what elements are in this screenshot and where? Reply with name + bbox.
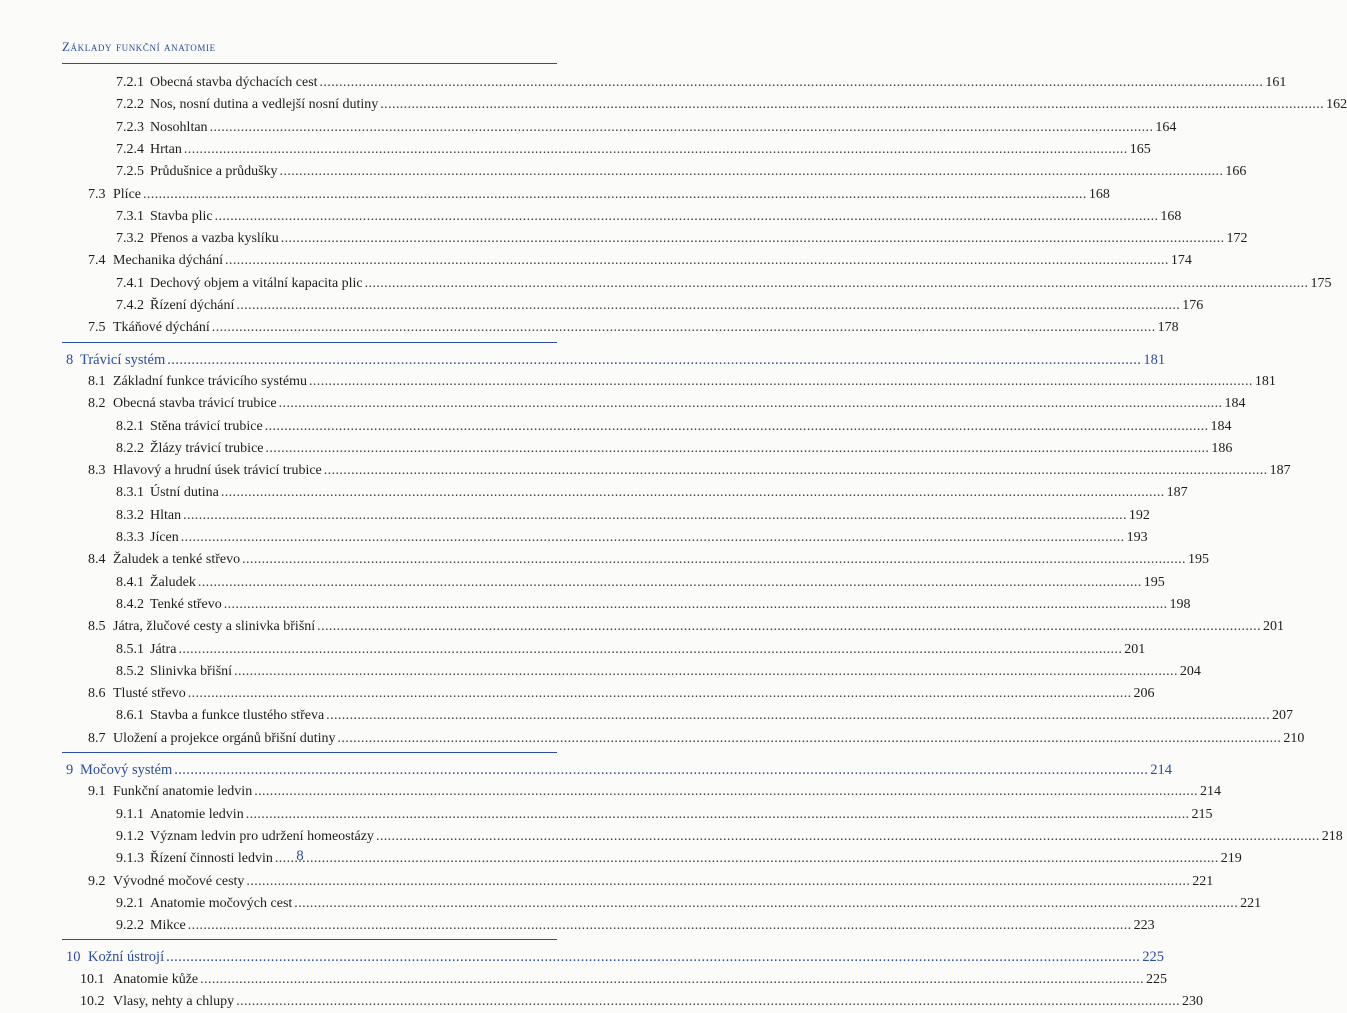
toc-entry-line: [113, 371, 1276, 393]
toc-entry-page: 176: [1182, 298, 1204, 313]
toc-entry-line: [150, 482, 1188, 504]
dot-leader: [376, 826, 1320, 848]
toc-entry-title: Vlasy, nehty a chlupy: [113, 994, 235, 1009]
dot-leader: [188, 915, 1132, 937]
toc-entry-line: [113, 460, 1291, 482]
dot-leader: [309, 371, 1253, 393]
dot-leader: [326, 705, 1270, 727]
dot-leader: [320, 72, 1264, 94]
running-header: [62, 39, 557, 64]
toc-entry-number: 9.1.3: [116, 851, 144, 867]
toc-entry-line: [150, 228, 1248, 250]
toc-row[interactable]: [0, 94, 1347, 116]
toc-entry-title: Tkáňové dýchání: [113, 320, 210, 336]
toc-entry-line: [150, 572, 1165, 594]
toc-row[interactable]: [0, 969, 1167, 991]
toc-entry-title: Močový systém: [80, 762, 173, 778]
page-number: 8: [296, 848, 304, 864]
toc-entry-page: 181: [1254, 373, 1276, 389]
toc-entry-page: 192: [1128, 507, 1150, 523]
toc-entry-line: [80, 349, 1166, 371]
toc-entry-title: Hlavový a hrudní úsek trávicí trubice: [113, 463, 322, 479]
toc-row[interactable]: [0, 72, 1287, 94]
toc-entry-title: Žaludek a tenké střevo: [113, 552, 241, 568]
toc-entry-title: Přenos a vazba kyslíku: [150, 231, 279, 247]
toc-entry-page: 161: [1265, 75, 1287, 90]
toc-entry-line: [88, 946, 1164, 968]
toc-entry-number: 9.1.2: [116, 828, 144, 844]
toc-entry-line: [113, 184, 1110, 206]
toc-entry-line: [150, 893, 1262, 915]
toc-entry-number: 8.6: [88, 686, 106, 702]
toc-entry-number: 7.4.1: [116, 275, 144, 291]
toc-entry-title: Význam ledvin pro udržení homeostázy: [150, 828, 374, 844]
toc-row[interactable]: [0, 460, 1291, 482]
toc-entry-number: 7.3.2: [116, 231, 144, 247]
toc-entry-line: [150, 117, 1177, 139]
toc-entry-title: Mechanika dýchání: [113, 253, 224, 269]
toc-entry-title: Kožní ústrojí: [88, 949, 165, 966]
toc-row[interactable]: [0, 317, 1179, 339]
dot-leader: [234, 661, 1178, 683]
toc-row[interactable]: [0, 639, 1146, 661]
toc-row[interactable]: [0, 139, 1151, 161]
toc-row[interactable]: [0, 705, 1293, 727]
toc-row[interactable]: [0, 893, 1262, 915]
toc-row[interactable]: [0, 438, 1233, 460]
toc-entry-line: [113, 781, 1222, 803]
toc-entry-page: 218: [1321, 828, 1343, 844]
toc-entry-line: [150, 594, 1191, 616]
dot-leader: [280, 161, 1224, 183]
toc-row[interactable]: [0, 683, 1155, 705]
toc-entry-number: 7.5: [88, 320, 106, 336]
toc-entry-page: 164: [1155, 119, 1177, 135]
toc-row[interactable]: [0, 728, 1305, 750]
dot-leader: [181, 527, 1125, 549]
toc-row[interactable]: [0, 527, 1148, 549]
toc-entry-number: 7.2.5: [116, 164, 144, 180]
toc-entry-title: Dechový objem a vitální kapacita plic: [150, 275, 363, 291]
toc-entry-page: 214: [1150, 762, 1173, 778]
toc-entry-page: 165: [1129, 141, 1151, 157]
toc-entry-number: 8.5.1: [116, 641, 144, 657]
toc-entry-number: 8.2.2: [116, 440, 144, 456]
toc-entry-line: [150, 639, 1146, 661]
toc-entry-number: 8.4.2: [116, 596, 144, 612]
toc-entry-title: Vývodné močové cesty: [113, 873, 245, 889]
dot-leader: [167, 349, 1141, 371]
toc-entry-page: 201: [1124, 641, 1146, 657]
toc-entry-title: Nos, nosní dutina a vedlejší nosní dutiny: [150, 97, 379, 113]
toc-entry-page: 184: [1210, 418, 1232, 434]
toc-entry-page: 168: [1160, 208, 1182, 224]
toc-entry-page: 198: [1169, 596, 1191, 612]
toc-row[interactable]: [0, 594, 1191, 616]
toc-entry-page: 162: [1326, 97, 1347, 113]
toc-entry-title: Plíce: [113, 186, 141, 202]
dot-leader: [198, 572, 1142, 594]
chapter-separator: [62, 752, 557, 753]
toc-entry-number: 8.3.2: [116, 507, 144, 523]
toc-entry-line: [113, 616, 1284, 638]
toc-row[interactable]: [0, 661, 1201, 683]
toc-row[interactable]: [0, 250, 1192, 272]
toc-entry-page: 193: [1126, 530, 1148, 545]
toc-row[interactable]: [0, 295, 1204, 317]
dot-leader: [188, 683, 1132, 705]
toc-entry-page: 184: [1224, 396, 1246, 412]
toc-entry-page: 187: [1166, 485, 1188, 501]
toc-entry-page: 195: [1143, 574, 1165, 590]
toc-entry-line: [150, 94, 1347, 116]
toc-entry-page: 172: [1226, 231, 1248, 247]
toc-entry-line: [150, 295, 1204, 317]
toc-entry-page: 201: [1262, 619, 1284, 635]
toc-entry-number: 7.3.1: [116, 208, 144, 224]
dot-leader: [317, 616, 1261, 638]
dot-leader: [183, 505, 1127, 527]
toc-entry-page: 207: [1271, 708, 1293, 724]
toc-entry-page: 186: [1211, 440, 1233, 456]
dot-leader: [338, 728, 1282, 750]
toc-entry-page: 168: [1088, 186, 1110, 202]
toc-entry-number: 7.2.4: [116, 141, 144, 157]
dot-leader: [236, 991, 1180, 1013]
toc-entry-number: 7.4: [88, 253, 106, 269]
toc-entry-line: [150, 416, 1232, 438]
toc-entry-number: 9.1: [88, 784, 106, 800]
toc-entry-page: 206: [1133, 686, 1155, 702]
dot-leader: [215, 206, 1159, 228]
toc-entry-line: [150, 273, 1332, 295]
toc-entry-number: 7.2.2: [116, 97, 144, 113]
dot-leader: [294, 893, 1238, 915]
toc-entry-number: 8.3: [88, 463, 106, 479]
dot-leader: [174, 759, 1148, 781]
toc-row[interactable]: [0, 273, 1332, 295]
dot-leader: [143, 184, 1087, 206]
dot-leader: [224, 594, 1168, 616]
dot-leader: [365, 273, 1309, 295]
toc-entry-page: 195: [1187, 552, 1209, 568]
chapter-separator: [62, 939, 557, 940]
toc-entry-line: [113, 549, 1209, 571]
toc-entry-title: Játra, žlučové cesty a slinivka břišní: [113, 619, 316, 635]
toc-row[interactable]: [0, 371, 1276, 393]
dot-leader: [200, 969, 1144, 991]
toc-entry-page: 221: [1240, 895, 1262, 911]
toc-entry-title: Obecná stavba dýchacích cest: [150, 75, 318, 90]
dot-leader: [246, 804, 1190, 826]
toc-row[interactable]: [0, 991, 1203, 1013]
toc-entry-line: [113, 728, 1305, 750]
dot-leader: [246, 871, 1190, 893]
toc-entry-title: Stavba plic: [150, 208, 213, 224]
toc-chapter-row[interactable]: [0, 946, 1164, 968]
toc-row[interactable]: [0, 206, 1182, 228]
toc-entry-page: 166: [1225, 164, 1247, 180]
dot-leader: [242, 549, 1186, 571]
toc-entry-page: 204: [1179, 663, 1201, 679]
toc-entry-number: 8.5.2: [116, 663, 144, 679]
dot-leader: [254, 781, 1198, 803]
toc-entry-title: Mikce: [150, 918, 186, 934]
dot-leader: [324, 460, 1268, 482]
toc-entry-title: Jícen: [150, 530, 179, 545]
toc-row[interactable]: [0, 616, 1284, 638]
toc-entry-number: 8: [66, 351, 74, 368]
toc-entry-title: Uložení a projekce orgánů břišní dutiny: [113, 730, 336, 746]
toc-entry-line: [113, 871, 1214, 893]
toc-row[interactable]: [0, 549, 1209, 571]
toc-entry-page: 223: [1133, 918, 1155, 934]
toc-entry-title: Stavba a funkce tlustého střeva: [150, 708, 325, 724]
toc-entry-title: Slinivka břišní: [150, 663, 233, 679]
toc-entry-number: 7.2.3: [116, 119, 144, 135]
toc-entry-page: 187: [1269, 463, 1291, 479]
toc-entry-line: [113, 393, 1246, 415]
toc-entry-line: [113, 250, 1192, 272]
dot-leader: [178, 639, 1122, 661]
toc-entry-title: Řízení činnosti ledvin: [150, 851, 273, 867]
dot-leader: [265, 416, 1209, 438]
toc-entry-page: 210: [1283, 730, 1305, 746]
toc-row[interactable]: [0, 781, 1222, 803]
dot-leader: [380, 94, 1324, 116]
toc-entry-title: Průdušnice a průdušky: [150, 164, 278, 180]
toc-row[interactable]: [0, 393, 1246, 415]
toc-row[interactable]: [0, 915, 1155, 937]
toc-entry-line: [113, 969, 1167, 991]
toc-entry-title: Stěna trávicí trubice: [150, 418, 263, 434]
toc-entry-line: [150, 661, 1201, 683]
toc-entry-page: 225: [1142, 949, 1164, 966]
dot-leader: [225, 250, 1169, 272]
chapter-separator: [62, 342, 557, 343]
dot-leader: [212, 317, 1156, 339]
toc-entry-title: Hltan: [150, 507, 182, 523]
toc-entry-line: [150, 705, 1293, 727]
toc-entry-title: Trávicí systém: [80, 351, 166, 368]
dot-leader: [266, 438, 1210, 460]
toc-entry-line: [150, 438, 1233, 460]
toc-entry-number: 10: [66, 949, 81, 966]
toc-row[interactable]: [0, 871, 1214, 893]
toc-entry-line: [80, 759, 1173, 781]
toc-entry-title: Anatomie ledvin: [150, 806, 244, 822]
toc-entry-number: 8.6.1: [116, 708, 144, 724]
toc-entry-number: 9: [66, 762, 74, 778]
toc-entry-number: 7.4.2: [116, 298, 144, 313]
toc-entry-page: 225: [1145, 971, 1167, 987]
toc-chapter-row[interactable]: [0, 349, 1166, 371]
toc-entry-number: 9.2.1: [116, 895, 144, 911]
toc-entry-number: 10.2: [80, 994, 105, 1009]
toc-row[interactable]: [0, 804, 1213, 826]
toc-entry-title: Anatomie kůže: [113, 971, 199, 987]
toc-entry-page: 214: [1200, 784, 1222, 800]
toc-entry-number: 7.2.1: [116, 75, 144, 90]
toc-entry-title: Tenké střevo: [150, 596, 222, 612]
toc-entry-line: [150, 826, 1343, 848]
toc-entry-number: 8.5: [88, 619, 106, 635]
toc-entry-page: 174: [1170, 253, 1192, 269]
toc-entry-title: Anatomie močových cest: [150, 895, 293, 911]
toc-entry-number: 9.2.2: [116, 918, 144, 934]
toc-entry-line: [113, 991, 1203, 1013]
toc-entry-page: 219: [1220, 851, 1242, 867]
toc-entry-number: 8.2.1: [116, 418, 144, 434]
toc-row[interactable]: [0, 416, 1232, 438]
toc-entry-title: Žaludek: [150, 574, 196, 590]
toc-entry-line: [113, 683, 1155, 705]
toc-entry-page: 178: [1157, 320, 1179, 336]
toc-entry-title: Ústní dutina: [150, 485, 219, 501]
toc-row[interactable]: [0, 184, 1110, 206]
toc-entry-line: [150, 527, 1148, 549]
toc-entry-number: 10.1: [80, 971, 105, 987]
toc-entry-title: Funkční anatomie ledvin: [113, 784, 253, 800]
toc-row[interactable]: [0, 117, 1177, 139]
toc-entry-number: 8.1: [88, 373, 106, 389]
toc-entry-page: 230: [1182, 994, 1203, 1009]
dot-leader: [166, 946, 1140, 968]
toc-entry-number: 8.7: [88, 730, 106, 746]
toc-entry-title: Játra: [150, 641, 177, 657]
toc-row[interactable]: [0, 572, 1165, 594]
toc-row[interactable]: [0, 228, 1248, 250]
toc-entry-line: [150, 915, 1155, 937]
toc-entry-line: [150, 206, 1182, 228]
running-header-title: Základy funkční anatomie: [62, 39, 216, 54]
toc-row[interactable]: [0, 482, 1188, 504]
dot-leader: [184, 139, 1128, 161]
dot-leader: [221, 482, 1165, 504]
toc-entry-title: Tlusté střevo: [113, 686, 186, 702]
toc-entry-title: Nosohltan: [150, 119, 208, 135]
toc-entry-number: 9.1.1: [116, 806, 144, 822]
toc-entry-title: Hrtan: [150, 141, 182, 157]
toc-entry-line: [150, 161, 1247, 183]
toc-entry-number: 8.3.3: [116, 530, 144, 545]
toc-entry-title: Obecná stavba trávicí trubice: [113, 396, 277, 412]
toc-entry-page: 221: [1192, 873, 1214, 889]
toc-entry-number: 9.2: [88, 873, 106, 889]
toc-entry-line: [150, 72, 1287, 94]
toc-entry-number: 8.3.1: [116, 485, 144, 501]
toc-entry-number: 7.3: [88, 186, 106, 202]
toc-row[interactable]: [0, 161, 1247, 183]
toc-entry-page: 215: [1191, 806, 1213, 822]
toc-entry-number: 8.2: [88, 396, 106, 412]
toc-entry-number: 8.4.1: [116, 574, 144, 590]
toc-entry-page: 181: [1143, 351, 1166, 368]
toc-entry-line: [113, 317, 1179, 339]
toc-entry-title: Žlázy trávicí trubice: [150, 440, 264, 456]
toc-entry-line: [150, 139, 1151, 161]
toc-row[interactable]: [0, 505, 1150, 527]
toc-entry-page: 175: [1310, 275, 1332, 291]
dot-leader: [281, 228, 1225, 250]
dot-leader: [279, 393, 1223, 415]
toc-row[interactable]: [0, 826, 1343, 848]
toc-entry-title: Základní funkce trávicího systému: [113, 373, 307, 389]
toc-chapter-row[interactable]: [0, 759, 1173, 781]
toc-entry-number: 8.4: [88, 552, 106, 568]
toc-entry-title: Řízení dýchání: [150, 298, 235, 313]
toc-entry-line: [150, 804, 1213, 826]
toc-entry-line: [150, 505, 1150, 527]
dot-leader: [236, 295, 1180, 317]
dot-leader: [210, 117, 1154, 139]
